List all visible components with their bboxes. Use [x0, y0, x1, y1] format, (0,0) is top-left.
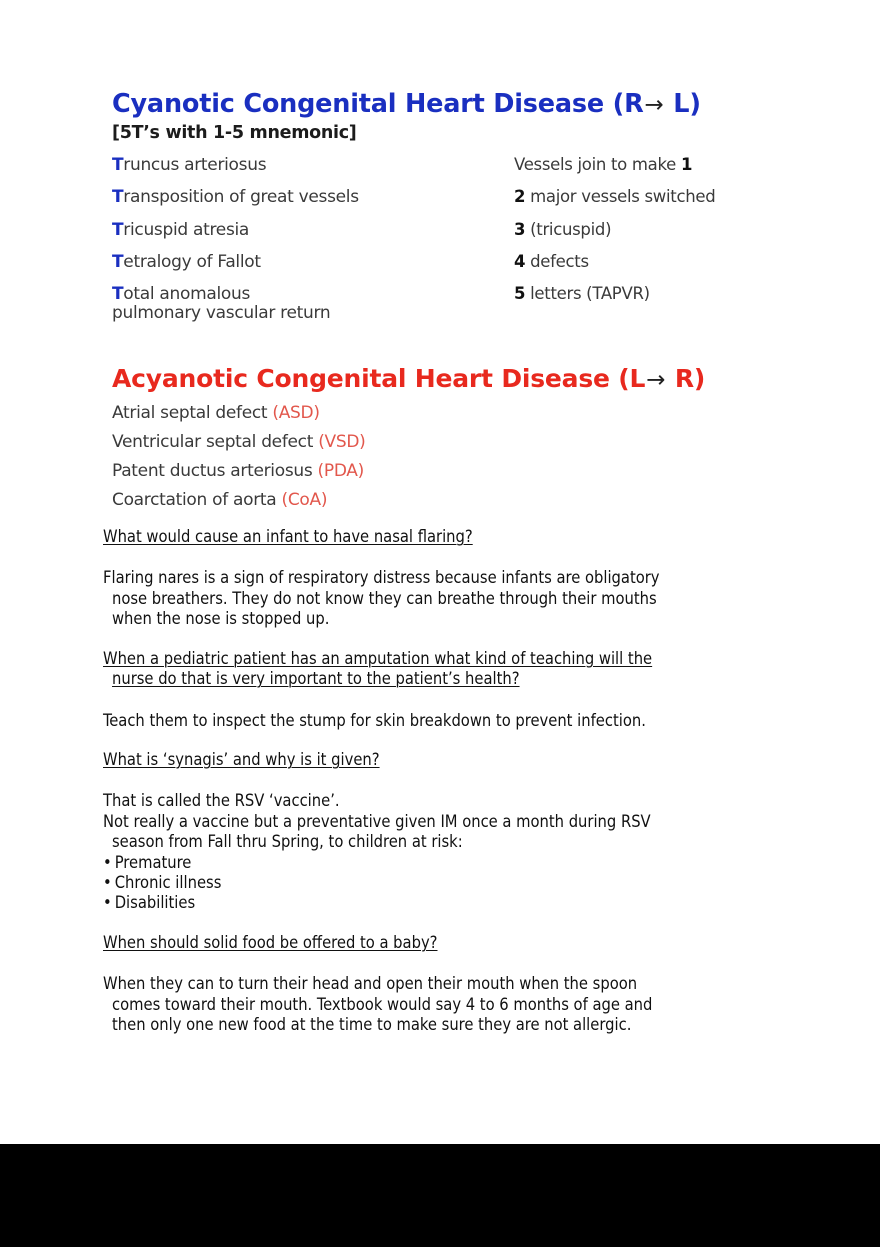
condition-name-line2: pulmonary vascular return — [112, 302, 331, 323]
mnemonic-post: major vessels switched — [525, 187, 716, 207]
cyanotic-heart-disease-figure — [112, 89, 792, 323]
mnemonic-pre: Vessels join to make — [514, 155, 681, 174]
cyanotic-mnemonic-table — [112, 156, 792, 322]
cyanotic-title-prefix: Cyanotic Congenital Heart Disease (R — [112, 89, 644, 119]
cyanotic-title — [112, 89, 792, 119]
answer-line: then only one new food at the time to make sure they are not allergic. — [112, 1015, 632, 1035]
acyanotic-title — [112, 366, 792, 392]
cyanotic-mnemonic-text — [514, 156, 692, 174]
bullet-icon: • — [103, 852, 112, 872]
list-item — [103, 873, 803, 893]
cyanotic-mnemonic-text — [514, 188, 715, 206]
table-row — [112, 253, 792, 271]
list-item — [103, 893, 803, 913]
acyanotic-condition-abbr: (CoA) — [281, 490, 328, 510]
list-item — [112, 463, 792, 480]
acyanotic-title-prefix: Acyanotic Congenital Heart Disease (L — [112, 364, 646, 393]
mnemonic-post: (tricuspid) — [525, 219, 612, 239]
spacer — [103, 770, 803, 791]
condition-name-rest: otal anomalous — [123, 284, 251, 305]
list-item-label: Premature — [114, 852, 192, 872]
acyanotic-condition-abbr: (ASD) — [272, 403, 320, 423]
cyanotic-subtitle: [5T’s with 1-5 mnemonic] — [112, 122, 357, 143]
list-item — [112, 405, 792, 422]
cyanotic-title-suffix: L) — [673, 89, 701, 119]
table-row — [112, 221, 792, 239]
cyanotic-condition-name — [112, 285, 514, 322]
list-item — [103, 853, 803, 873]
acyanotic-condition-name: Patent ductus arteriosus — [112, 461, 318, 481]
answer-text — [103, 711, 803, 731]
mnemonic-initial: T — [112, 155, 124, 175]
mnemonic-number: 5 — [514, 284, 526, 304]
acyanotic-heart-disease-figure — [112, 366, 792, 509]
question-line: What is ‘synagis’ and why is it given? — [103, 749, 380, 769]
cyanotic-mnemonic-text — [514, 253, 589, 271]
acyanotic-condition-abbr: (VSD) — [318, 432, 366, 452]
answer-line: That is called the RSV ‘vaccine’. — [103, 791, 340, 811]
table-row — [112, 156, 792, 174]
acyanotic-condition-name: Coarctation of aorta — [112, 490, 282, 510]
spacer — [103, 953, 803, 974]
list-item-label: Chronic illness — [114, 873, 222, 893]
acyanotic-title-suffix: R) — [674, 364, 706, 393]
bottom-black-band — [0, 1144, 880, 1247]
bullet-icon: • — [103, 893, 112, 913]
list-item-label: Disabilities — [114, 893, 196, 913]
mnemonic-number: 1 — [680, 155, 693, 174]
cyanotic-condition-name — [112, 188, 514, 206]
answer-text — [103, 568, 803, 629]
answer-line: When they can to turn their head and open their mouth when the spoon — [103, 974, 638, 994]
cyanotic-mnemonic-text — [514, 285, 650, 303]
question-heading — [103, 933, 803, 953]
qa-block-nasal-flaring — [103, 527, 803, 630]
mnemonic-number: 3 — [514, 219, 526, 239]
mnemonic-initial: T — [112, 219, 124, 240]
table-row — [112, 285, 792, 322]
question-heading — [103, 527, 803, 547]
mnemonic-post: defects — [525, 252, 589, 272]
bullet-icon: • — [103, 873, 112, 893]
condition-name-rest: etralogy of Fallot — [123, 252, 261, 273]
question-line: nurse do that is very important to the patient’s health? — [112, 669, 520, 689]
question-heading — [103, 750, 803, 770]
condition-name-rest: ricuspid atresia — [123, 219, 250, 240]
qa-block-solid-food — [103, 933, 803, 1036]
spacer — [103, 914, 803, 933]
cyanotic-condition-name — [112, 221, 514, 239]
spacer — [103, 547, 803, 568]
condition-name-rest: ransposition of great vessels — [123, 187, 359, 208]
answer-line: season from Fall thru Spring, to children at risk: — [112, 832, 463, 852]
answer-text — [103, 974, 803, 1035]
answer-text — [103, 791, 803, 852]
qa-block-synagis — [103, 750, 803, 914]
right-arrow-icon: → — [644, 92, 664, 118]
answer-line: when the nose is stopped up. — [112, 609, 330, 629]
cyanotic-mnemonic-text — [514, 221, 611, 239]
answer-line: Not really a vaccine but a preventative given IM once a month during RSV — [103, 811, 651, 831]
condition-name-rest: runcus arteriosus — [123, 155, 267, 175]
question-line: What would cause an infant to have nasal flaring? — [103, 527, 473, 546]
spacer — [103, 690, 803, 711]
spacer — [103, 630, 803, 649]
question-line: When should solid food be offered to a baby? — [103, 932, 438, 952]
acyanotic-condition-name: Atrial septal defect — [112, 403, 273, 423]
acyanotic-condition-list — [112, 405, 792, 509]
list-item — [112, 434, 792, 451]
answer-line: Teach them to inspect the stump for skin breakdown to prevent infection. — [103, 710, 646, 730]
mnemonic-initial: T — [112, 187, 124, 208]
mnemonic-number: 2 — [514, 187, 526, 207]
qa-block-amputation-teaching — [103, 649, 803, 731]
acyanotic-condition-name: Ventricular septal defect — [112, 432, 319, 452]
question-heading — [103, 649, 803, 690]
answer-line: comes toward their mouth. Textbook would say 4 to 6 months of age and — [112, 994, 653, 1014]
answer-line: nose breathers. They do not know they can breathe through their mouths — [112, 588, 657, 608]
mnemonic-post: letters (TAPVR) — [525, 284, 650, 304]
question-line: When a pediatric patient has an amputation what kind of teaching will the — [103, 648, 653, 668]
right-arrow-icon: → — [646, 367, 666, 393]
list-item — [112, 492, 792, 509]
mnemonic-initial: T — [112, 252, 124, 273]
study-notes-body — [103, 527, 803, 1036]
cyanotic-condition-name — [112, 156, 514, 174]
mnemonic-number: 4 — [514, 252, 526, 272]
risk-group-list — [103, 853, 803, 914]
table-row — [112, 188, 792, 206]
answer-line: Flaring nares is a sign of respiratory distress because infants are obligatory — [103, 568, 660, 588]
mnemonic-initial: T — [112, 284, 124, 305]
acyanotic-condition-abbr: (PDA) — [317, 461, 364, 481]
cyanotic-condition-name — [112, 253, 514, 271]
spacer — [103, 731, 803, 750]
